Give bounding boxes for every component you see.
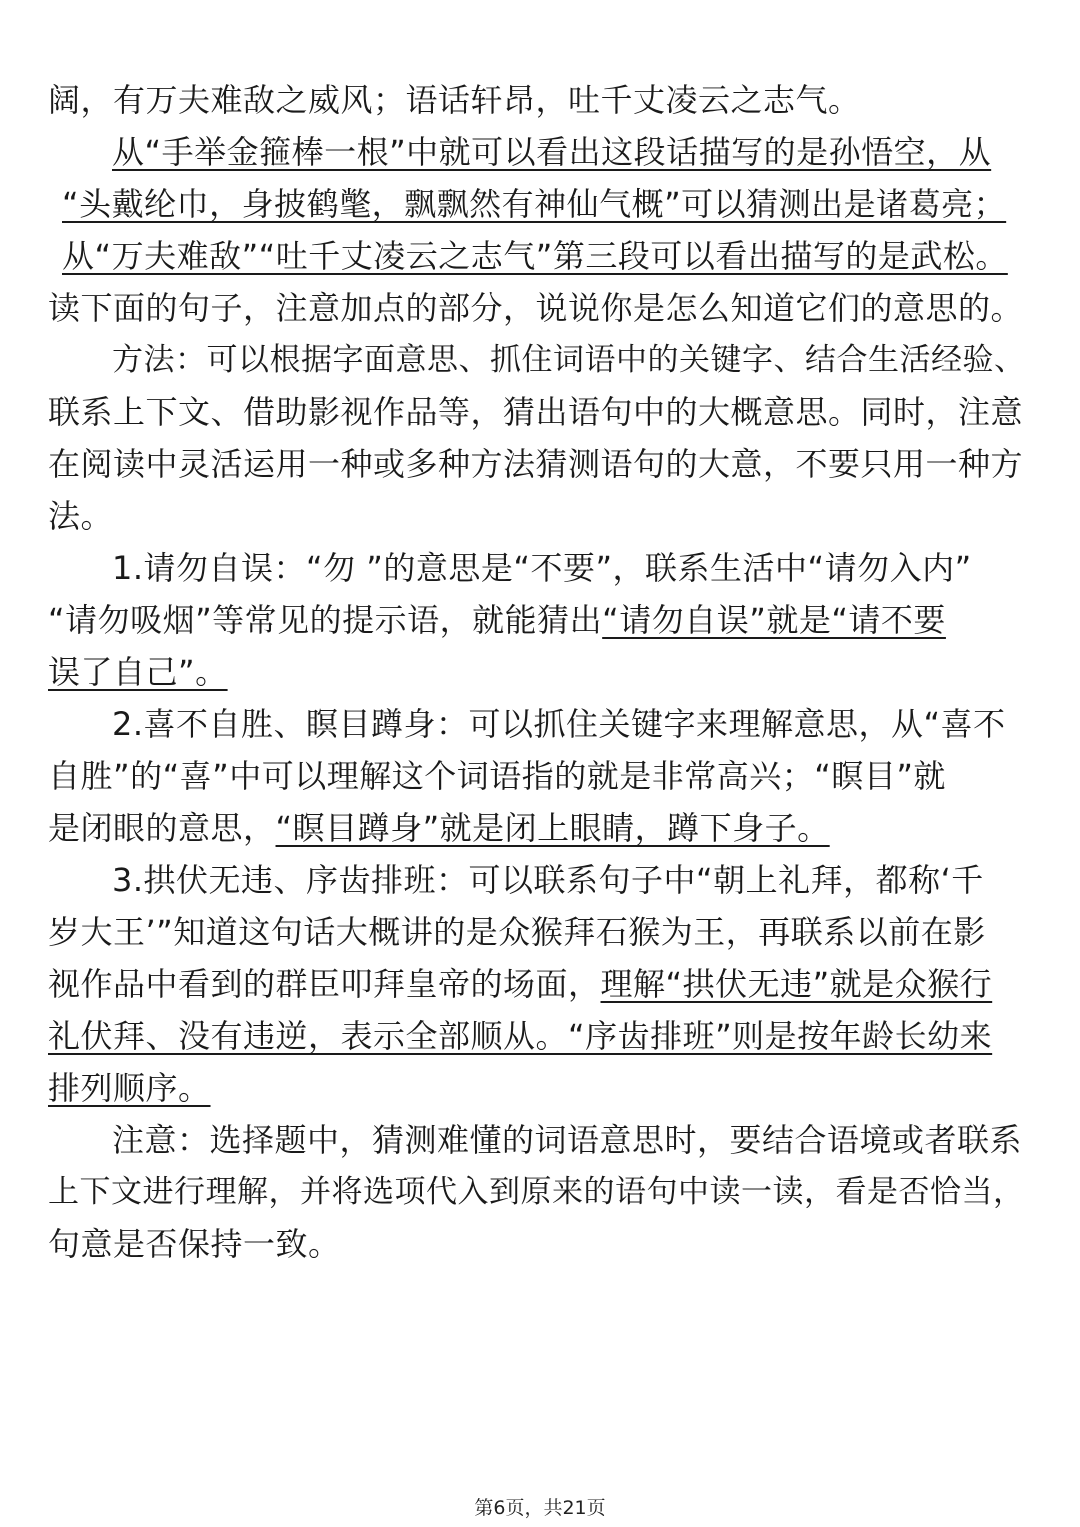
- text-line: [112, 546, 972, 590]
- text-line: [62, 234, 1008, 278]
- text-line: [48, 962, 992, 1006]
- text-line: [112, 1118, 1022, 1162]
- text-segment: 是闭眼的意思，: [48, 809, 276, 847]
- text-segment: 视作品中看到的群臣叩拜皇帝的场面，: [48, 965, 601, 1003]
- text-line: [48, 1014, 992, 1058]
- underlined-text: 礼伏拜、没有违逆，表示全部顺从。“序齿排班”则是按年龄长幼来: [48, 1017, 993, 1055]
- text-line: [48, 910, 986, 954]
- text-segment: 阔，有万夫难敌之威风；语话轩昂，吐千丈凌云之志气。: [48, 81, 861, 119]
- underlined-text: 从“手举金箍棒一根”中就可以看出这段话描写的是孙悟空，从: [112, 133, 992, 171]
- underlined-text: “请勿自误”就是“请不要: [602, 601, 946, 639]
- text-line: [112, 858, 984, 902]
- text-segment: 句意是否保持一致。: [48, 1225, 341, 1263]
- text-line: [48, 1170, 1025, 1214]
- text-line: [48, 1066, 211, 1110]
- text-line: [112, 130, 991, 174]
- underlined-text: 从“万夫难敌”“吐千丈凌云之志气”第三段可以看出描写的是武松。: [62, 237, 1008, 275]
- underlined-text: 排列顺序。: [48, 1069, 211, 1107]
- text-segment: 联系上下文、借助影视作品等，猜出语句中的大概意思。同时，注意: [48, 393, 1024, 431]
- text-segment: 2.喜不自胜、瞑目蹲身：可以抓住关键字来理解意思，从“喜不: [112, 705, 1006, 743]
- text-line: [48, 286, 1023, 330]
- underlined-text: “头戴纶巾，身披鹤氅，飘飘然有神仙气概”可以猜测出是诸葛亮；: [62, 185, 1007, 223]
- underlined-text: 误了自己”。: [48, 653, 228, 691]
- text-segment: 岁大王’”知道这句话大概讲的是众猴拜石猴为王，再联系以前在影: [48, 913, 986, 951]
- text-segment: 上下文进行理解，并将选项代入到原来的语句中读一读，看是否恰当，: [48, 1174, 1025, 1210]
- text-line: [48, 1222, 341, 1266]
- text-line: [48, 494, 113, 538]
- text-line: [48, 598, 946, 642]
- text-segment: 注意：选择题中，猜测难懂的词语意思时，要结合语境或者联系: [112, 1121, 1023, 1159]
- text-line: [48, 390, 1023, 434]
- text-line: [48, 78, 861, 122]
- text-segment: 读下面的句子，注意加点的部分，说说你是怎么知道它们的意思的。: [48, 289, 1024, 327]
- text-line: [48, 806, 830, 850]
- text-segment: 1.请勿自误：“勿 ”的意思是“不要”，联系生活中“请勿入内”: [112, 549, 972, 587]
- text-line: [48, 650, 228, 694]
- text-line: [62, 182, 1006, 226]
- text-segment: 自胜”的“喜”中可以理解这个词语指的就是非常高兴；“瞑目”就: [48, 757, 946, 795]
- text-segment: 法。: [48, 497, 114, 535]
- page-number: 第6页，共21页: [474, 1497, 606, 1519]
- underlined-text: “瞑目蹲身”就是闭上眼睛，蹲下身子。: [275, 809, 830, 847]
- text-line: [112, 338, 1026, 382]
- text-segment: 在阅读中灵活运用一种或多种方法猜测语句的大意，不要只用一种方: [48, 445, 1024, 483]
- text-segment: “请勿吸烟”等常见的提示语，就能猜出: [48, 601, 603, 639]
- text-line: [48, 754, 946, 798]
- text-segment: 方法：可以根据字面意思、抓住词语中的关键字、结合生活经验、: [112, 342, 1026, 378]
- underlined-text: 理解“拱伏无违”就是众猴行: [600, 965, 993, 1003]
- text-segment: 3.拱伏无违、序齿排班：可以联系句子中“朝上礼拜，都称‘千: [112, 861, 984, 899]
- text-line: [48, 442, 1023, 486]
- text-line: [112, 702, 1006, 746]
